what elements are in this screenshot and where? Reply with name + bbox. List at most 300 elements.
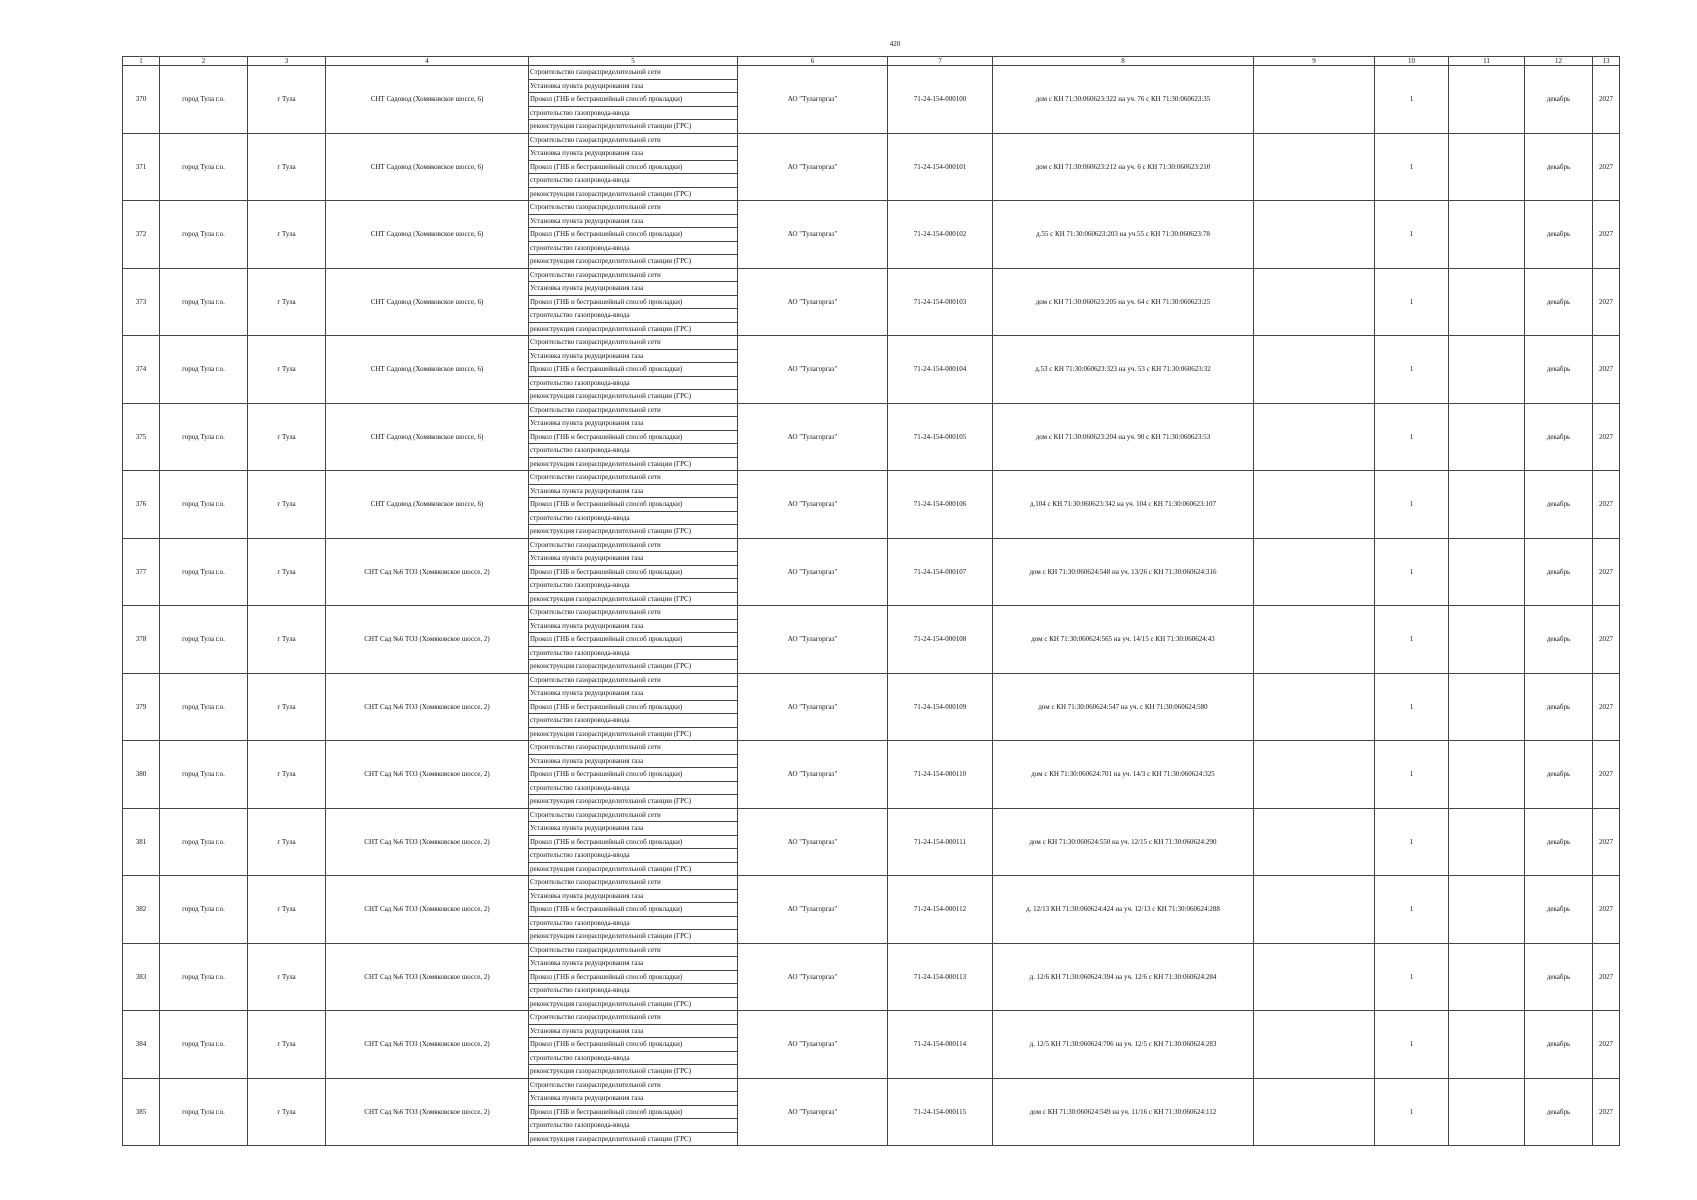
work-type-cell: строительство газопровода-ввода (529, 781, 738, 795)
col10-cell: 1 (1375, 741, 1449, 809)
header-row (123, 57, 1620, 66)
work-type-cell: реконструкция газораспределительной станции (ГРС) (529, 1065, 738, 1079)
table-row (123, 808, 1620, 822)
work-type-cell: Строительство газораспределительной сети (529, 606, 738, 620)
organization-cell: АО "Тулагоргаз" (738, 336, 888, 404)
work-type-cell: Прокол (ГНБ и бестраншейный способ прокладки) (529, 835, 738, 849)
work-type-cell: строительство газопровода-ввода (529, 849, 738, 863)
col11-cell (1449, 673, 1525, 741)
address-cell: д.104 с КН 71:30:060623:342 на уч. 104 с КН 71:30:060623:107 (993, 471, 1254, 539)
year-cell: 2027 (1593, 876, 1620, 944)
work-type-cell: Установка пункта редуцирования газа (529, 282, 738, 296)
work-type-cell: Прокол (ГНБ и бестраншейный способ прокладки) (529, 633, 738, 647)
col10-cell: 1 (1375, 876, 1449, 944)
header-cell: 8 (993, 57, 1254, 66)
work-type-cell: Установка пункта редуцирования газа (529, 484, 738, 498)
work-type-cell: Строительство газораспределительной сети (529, 741, 738, 755)
work-type-cell: Установка пункта редуцирования газа (529, 147, 738, 161)
work-type-cell: Прокол (ГНБ и бестраншейный способ прокладки) (529, 970, 738, 984)
object-cell: СНТ Садовод (Хомяковское шоссе, 6) (326, 133, 529, 201)
work-type-cell: Прокол (ГНБ и бестраншейный способ прокладки) (529, 768, 738, 782)
col11-cell (1449, 336, 1525, 404)
work-type-cell: реконструкция газораспределительной станции (ГРС) (529, 525, 738, 539)
work-type-cell: Прокол (ГНБ и бестраншейный способ прокладки) (529, 295, 738, 309)
col9-cell (1254, 66, 1375, 134)
month-cell: декабрь (1525, 673, 1593, 741)
municipality-cell: город Тула г.о. (160, 66, 248, 134)
work-type-cell: Прокол (ГНБ и бестраншейный способ прокладки) (529, 700, 738, 714)
col10-cell: 1 (1375, 403, 1449, 471)
work-type-cell: Строительство газораспределительной сети (529, 336, 738, 350)
work-type-cell: Прокол (ГНБ и бестраншейный способ прокладки) (529, 430, 738, 444)
year-cell: 2027 (1593, 66, 1620, 134)
col10-cell: 1 (1375, 133, 1449, 201)
year-cell: 2027 (1593, 268, 1620, 336)
col10-cell: 1 (1375, 336, 1449, 404)
code-cell: 71-24-154-000105 (888, 403, 993, 471)
col10-cell: 1 (1375, 1078, 1449, 1146)
table-body (123, 57, 1620, 1146)
object-cell: СНТ Сад №6 ТОЗ (Хомяковское шоссе, 2) (326, 673, 529, 741)
locality-cell: г Тула (248, 268, 326, 336)
row-number-cell: 378 (123, 606, 160, 674)
object-cell: СНТ Сад №6 ТОЗ (Хомяковское шоссе, 2) (326, 538, 529, 606)
code-cell: 71-24-154-000112 (888, 876, 993, 944)
work-type-cell: реконструкция газораспределительной станции (ГРС) (529, 727, 738, 741)
locality-cell: г Тула (248, 876, 326, 944)
code-cell: 71-24-154-000107 (888, 538, 993, 606)
col9-cell (1254, 268, 1375, 336)
row-number-cell: 377 (123, 538, 160, 606)
code-cell: 71-24-154-000100 (888, 66, 993, 134)
work-type-cell: строительство газопровода-ввода (529, 646, 738, 660)
row-number-cell: 374 (123, 336, 160, 404)
col11-cell (1449, 1078, 1525, 1146)
object-cell: СНТ Сад №6 ТОЗ (Хомяковское шоссе, 2) (326, 808, 529, 876)
work-type-cell: строительство газопровода-ввода (529, 511, 738, 525)
municipality-cell: город Тула г.о. (160, 606, 248, 674)
code-cell: 71-24-154-000102 (888, 201, 993, 269)
code-cell: 71-24-154-000103 (888, 268, 993, 336)
work-type-cell: реконструкция газораспределительной станции (ГРС) (529, 997, 738, 1011)
locality-cell: г Тула (248, 471, 326, 539)
header-cell: 9 (1254, 57, 1375, 66)
code-cell: 71-24-154-000113 (888, 943, 993, 1011)
work-type-cell: Строительство газораспределительной сети (529, 201, 738, 215)
work-type-cell: Прокол (ГНБ и бестраншейный способ прокладки) (529, 1038, 738, 1052)
row-number-cell: 375 (123, 403, 160, 471)
year-cell: 2027 (1593, 201, 1620, 269)
work-type-cell: строительство газопровода-ввода (529, 174, 738, 188)
object-cell: СНТ Сад №6 ТОЗ (Хомяковское шоссе, 2) (326, 943, 529, 1011)
locality-cell: г Тула (248, 943, 326, 1011)
col9-cell (1254, 336, 1375, 404)
locality-cell: г Тула (248, 538, 326, 606)
header-cell: 2 (160, 57, 248, 66)
col10-cell: 1 (1375, 538, 1449, 606)
work-type-cell: Строительство газораспределительной сети (529, 673, 738, 687)
year-cell: 2027 (1593, 403, 1620, 471)
col11-cell (1449, 538, 1525, 606)
work-type-cell: строительство газопровода-ввода (529, 444, 738, 458)
work-type-cell: реконструкция газораспределительной станции (ГРС) (529, 187, 738, 201)
work-type-cell: Строительство газораспределительной сети (529, 1078, 738, 1092)
municipality-cell: город Тула г.о. (160, 876, 248, 944)
code-cell: 71-24-154-000106 (888, 471, 993, 539)
organization-cell: АО "Тулагоргаз" (738, 133, 888, 201)
table-row (123, 66, 1620, 80)
table-row (123, 1011, 1620, 1025)
address-cell: дом с КН 71:30:060623:322 на уч. 76 с КН 71:30:060623:35 (993, 66, 1254, 134)
address-cell: дом с КН 71:30:060624:547 на уч. с КН 71:30:060624:580 (993, 673, 1254, 741)
year-cell: 2027 (1593, 943, 1620, 1011)
municipality-cell: город Тула г.о. (160, 808, 248, 876)
col11-cell (1449, 268, 1525, 336)
address-cell: дом с КН 71:30:060624:565 на уч. 14/15 с КН 71:30:060624:43 (993, 606, 1254, 674)
row-number-cell: 384 (123, 1011, 160, 1079)
work-type-cell: Строительство газораспределительной сети (529, 1011, 738, 1025)
month-cell: декабрь (1525, 1078, 1593, 1146)
col11-cell (1449, 808, 1525, 876)
municipality-cell: город Тула г.о. (160, 1078, 248, 1146)
month-cell: декабрь (1525, 403, 1593, 471)
col10-cell: 1 (1375, 943, 1449, 1011)
object-cell: СНТ Садовод (Хомяковское шоссе, 6) (326, 403, 529, 471)
code-cell: 71-24-154-000111 (888, 808, 993, 876)
code-cell: 71-24-154-000109 (888, 673, 993, 741)
object-cell: СНТ Садовод (Хомяковское шоссе, 6) (326, 66, 529, 134)
object-cell: СНТ Сад №6 ТОЗ (Хомяковское шоссе, 2) (326, 1078, 529, 1146)
organization-cell: АО "Тулагоргаз" (738, 403, 888, 471)
code-cell: 71-24-154-000108 (888, 606, 993, 674)
month-cell: декабрь (1525, 1011, 1593, 1079)
col11-cell (1449, 66, 1525, 134)
month-cell: декабрь (1525, 268, 1593, 336)
row-number-cell: 372 (123, 201, 160, 269)
col11-cell (1449, 1011, 1525, 1079)
table-row (123, 673, 1620, 687)
row-number-cell: 376 (123, 471, 160, 539)
page-number: 420 (889, 40, 901, 48)
row-number-cell: 383 (123, 943, 160, 1011)
col11-cell (1449, 741, 1525, 809)
work-type-cell: Прокол (ГНБ и бестраншейный способ прокладки) (529, 565, 738, 579)
organization-cell: АО "Тулагоргаз" (738, 741, 888, 809)
table-row (123, 943, 1620, 957)
row-number-cell: 373 (123, 268, 160, 336)
col9-cell (1254, 876, 1375, 944)
col9-cell (1254, 808, 1375, 876)
locality-cell: г Тула (248, 808, 326, 876)
table-row (123, 876, 1620, 890)
code-cell: 71-24-154-000110 (888, 741, 993, 809)
organization-cell: АО "Тулагоргаз" (738, 268, 888, 336)
month-cell: декабрь (1525, 336, 1593, 404)
header-cell: 13 (1593, 57, 1620, 66)
year-cell: 2027 (1593, 336, 1620, 404)
header-cell: 10 (1375, 57, 1449, 66)
col9-cell (1254, 1078, 1375, 1146)
col10-cell: 1 (1375, 66, 1449, 134)
col11-cell (1449, 876, 1525, 944)
table-row (123, 471, 1620, 485)
municipality-cell: город Тула г.о. (160, 741, 248, 809)
organization-cell: АО "Тулагоргаз" (738, 673, 888, 741)
col9-cell (1254, 943, 1375, 1011)
col9-cell (1254, 403, 1375, 471)
work-type-cell: реконструкция газораспределительной станции (ГРС) (529, 255, 738, 269)
organization-cell: АО "Тулагоргаз" (738, 876, 888, 944)
work-type-cell: Прокол (ГНБ и бестраншейный способ прокладки) (529, 93, 738, 107)
work-type-cell: реконструкция газораспределительной станции (ГРС) (529, 457, 738, 471)
col9-cell (1254, 538, 1375, 606)
col10-cell: 1 (1375, 606, 1449, 674)
locality-cell: г Тула (248, 66, 326, 134)
code-cell: 71-24-154-000114 (888, 1011, 993, 1079)
table-row (123, 336, 1620, 350)
locality-cell: г Тула (248, 606, 326, 674)
year-cell: 2027 (1593, 471, 1620, 539)
col11-cell (1449, 606, 1525, 674)
col10-cell: 1 (1375, 808, 1449, 876)
work-type-cell: строительство газопровода-ввода (529, 579, 738, 593)
work-type-cell: реконструкция газораспределительной станции (ГРС) (529, 862, 738, 876)
work-type-cell: Установка пункта редуцирования газа (529, 889, 738, 903)
work-type-cell: Установка пункта редуцирования газа (529, 957, 738, 971)
work-type-cell: строительство газопровода-ввода (529, 984, 738, 998)
municipality-cell: город Тула г.о. (160, 201, 248, 269)
work-type-cell: Прокол (ГНБ и бестраншейный способ прокладки) (529, 498, 738, 512)
month-cell: декабрь (1525, 876, 1593, 944)
code-cell: 71-24-154-000104 (888, 336, 993, 404)
work-type-cell: Строительство газораспределительной сети (529, 66, 738, 80)
work-type-cell: реконструкция газораспределительной станции (ГРС) (529, 930, 738, 944)
month-cell: декабрь (1525, 606, 1593, 674)
address-cell: д.53 с КН 71:30:060623:323 на уч. 53 с КН 71:30:060623:32 (993, 336, 1254, 404)
work-type-cell: Установка пункта редуцирования газа (529, 552, 738, 566)
month-cell: декабрь (1525, 741, 1593, 809)
work-type-cell: Установка пункта редуцирования газа (529, 687, 738, 701)
col11-cell (1449, 403, 1525, 471)
month-cell: декабрь (1525, 943, 1593, 1011)
table-row (123, 1078, 1620, 1092)
table-row (123, 201, 1620, 215)
organization-cell: АО "Тулагоргаз" (738, 1078, 888, 1146)
locality-cell: г Тула (248, 673, 326, 741)
header-cell: 12 (1525, 57, 1593, 66)
month-cell: декабрь (1525, 66, 1593, 134)
address-cell: дом с КН 71:30:060624:550 на уч. 12/15 с КН 71:30:060624:290 (993, 808, 1254, 876)
work-type-cell: Установка пункта редуцирования газа (529, 214, 738, 228)
work-type-cell: Установка пункта редуцирования газа (529, 822, 738, 836)
address-cell: д. 12/5 КН 71:30:060624:706 на уч. 12/5 с КН 71:30:060624:283 (993, 1011, 1254, 1079)
work-type-cell: реконструкция газораспределительной станции (ГРС) (529, 795, 738, 809)
month-cell: декабрь (1525, 201, 1593, 269)
work-type-cell: Прокол (ГНБ и бестраншейный способ прокладки) (529, 1105, 738, 1119)
organization-cell: АО "Тулагоргаз" (738, 66, 888, 134)
work-type-cell: реконструкция газораспределительной станции (ГРС) (529, 322, 738, 336)
col10-cell: 1 (1375, 1011, 1449, 1079)
work-type-cell: Строительство газораспределительной сети (529, 471, 738, 485)
work-type-cell: Прокол (ГНБ и бестраншейный способ прокладки) (529, 363, 738, 377)
address-cell: дом с КН 71:30:060623:205 на уч. 64 с КН 71:30:060623:25 (993, 268, 1254, 336)
address-cell: дом с КН 71:30:060624:549 на уч. 11/16 с КН 71:30:060624:112 (993, 1078, 1254, 1146)
col9-cell (1254, 471, 1375, 539)
work-type-cell: Строительство газораспределительной сети (529, 538, 738, 552)
municipality-cell: город Тула г.о. (160, 538, 248, 606)
municipality-cell: город Тула г.о. (160, 336, 248, 404)
work-type-cell: Установка пункта редуцирования газа (529, 619, 738, 633)
address-cell: д. 12/6 КН 71:30:060624:394 на уч. 12/6 с КН 71:30:060624:284 (993, 943, 1254, 1011)
table-row (123, 268, 1620, 282)
month-cell: декабрь (1525, 808, 1593, 876)
col9-cell (1254, 133, 1375, 201)
locality-cell: г Тула (248, 403, 326, 471)
month-cell: декабрь (1525, 133, 1593, 201)
year-cell: 2027 (1593, 538, 1620, 606)
table-row (123, 741, 1620, 755)
object-cell: СНТ Сад №6 ТОЗ (Хомяковское шоссе, 2) (326, 606, 529, 674)
col10-cell: 1 (1375, 673, 1449, 741)
address-cell: д. 12/13 КН 71:30:060624:424 на уч. 12/13 с КН 71:30:060624:288 (993, 876, 1254, 944)
locality-cell: г Тула (248, 1078, 326, 1146)
organization-cell: АО "Тулагоргаз" (738, 201, 888, 269)
object-cell: СНТ Садовод (Хомяковское шоссе, 6) (326, 268, 529, 336)
col11-cell (1449, 943, 1525, 1011)
address-cell: дом с КН 71:30:060624:701 на уч. 14/3 с КН 71:30:060624:325 (993, 741, 1254, 809)
work-type-cell: реконструкция газораспределительной станции (ГРС) (529, 592, 738, 606)
work-type-cell: Прокол (ГНБ и бестраншейный способ прокладки) (529, 160, 738, 174)
municipality-cell: город Тула г.о. (160, 268, 248, 336)
code-cell: 71-24-154-000115 (888, 1078, 993, 1146)
header-cell: 11 (1449, 57, 1525, 66)
work-type-cell: Установка пункта редуцирования газа (529, 754, 738, 768)
work-type-cell: строительство газопровода-ввода (529, 714, 738, 728)
header-cell: 1 (123, 57, 160, 66)
work-type-cell: Установка пункта редуцирования газа (529, 1024, 738, 1038)
municipality-cell: город Тула г.о. (160, 471, 248, 539)
work-type-cell: строительство газопровода-ввода (529, 916, 738, 930)
year-cell: 2027 (1593, 133, 1620, 201)
month-cell: декабрь (1525, 471, 1593, 539)
header-cell: 4 (326, 57, 529, 66)
work-type-cell: Строительство газораспределительной сети (529, 133, 738, 147)
header-cell: 3 (248, 57, 326, 66)
work-type-cell: реконструкция газораспределительной станции (ГРС) (529, 390, 738, 404)
work-type-cell: реконструкция газораспределительной станции (ГРС) (529, 120, 738, 134)
col10-cell: 1 (1375, 268, 1449, 336)
locality-cell: г Тула (248, 201, 326, 269)
locality-cell: г Тула (248, 336, 326, 404)
work-type-cell: строительство газопровода-ввода (529, 241, 738, 255)
row-number-cell: 382 (123, 876, 160, 944)
object-cell: СНТ Сад №6 ТОЗ (Хомяковское шоссе, 2) (326, 1011, 529, 1079)
col10-cell: 1 (1375, 201, 1449, 269)
organization-cell: АО "Тулагоргаз" (738, 943, 888, 1011)
year-cell: 2027 (1593, 1078, 1620, 1146)
object-cell: СНТ Садовод (Хомяковское шоссе, 6) (326, 471, 529, 539)
work-type-cell: Установка пункта редуцирования газа (529, 349, 738, 363)
organization-cell: АО "Тулагоргаз" (738, 606, 888, 674)
row-number-cell: 371 (123, 133, 160, 201)
header-cell: 7 (888, 57, 993, 66)
municipality-cell: город Тула г.о. (160, 943, 248, 1011)
work-type-cell: строительство газопровода-ввода (529, 309, 738, 323)
col11-cell (1449, 133, 1525, 201)
object-cell: СНТ Садовод (Хомяковское шоссе, 6) (326, 201, 529, 269)
table-row (123, 538, 1620, 552)
col10-cell: 1 (1375, 471, 1449, 539)
work-type-cell: строительство газопровода-ввода (529, 1051, 738, 1065)
row-number-cell: 380 (123, 741, 160, 809)
work-type-cell: строительство газопровода-ввода (529, 1119, 738, 1133)
organization-cell: АО "Тулагоргаз" (738, 1011, 888, 1079)
address-cell: дом с КН 71:30:060623:204 на уч. 90 с КН 71:30:060623:53 (993, 403, 1254, 471)
organization-cell: АО "Тулагоргаз" (738, 538, 888, 606)
col9-cell (1254, 741, 1375, 809)
municipality-cell: город Тула г.о. (160, 673, 248, 741)
table-row (123, 133, 1620, 147)
organization-cell: АО "Тулагоргаз" (738, 471, 888, 539)
gasification-table (122, 56, 1620, 1146)
table-row (123, 606, 1620, 620)
work-type-cell: Прокол (ГНБ и бестраншейный способ прокладки) (529, 228, 738, 242)
address-cell: дом с КН 71:30:060624:548 на уч. 13/26 с КН 71:30:060624:316 (993, 538, 1254, 606)
locality-cell: г Тула (248, 741, 326, 809)
col11-cell (1449, 201, 1525, 269)
year-cell: 2027 (1593, 808, 1620, 876)
work-type-cell: реконструкция газораспределительной станции (ГРС) (529, 660, 738, 674)
object-cell: СНТ Сад №6 ТОЗ (Хомяковское шоссе, 2) (326, 741, 529, 809)
work-type-cell: строительство газопровода-ввода (529, 106, 738, 120)
row-number-cell: 381 (123, 808, 160, 876)
header-cell: 6 (738, 57, 888, 66)
work-type-cell: Строительство газораспределительной сети (529, 808, 738, 822)
year-cell: 2027 (1593, 1011, 1620, 1079)
row-number-cell: 379 (123, 673, 160, 741)
locality-cell: г Тула (248, 133, 326, 201)
year-cell: 2027 (1593, 673, 1620, 741)
code-cell: 71-24-154-000101 (888, 133, 993, 201)
col9-cell (1254, 606, 1375, 674)
month-cell: декабрь (1525, 538, 1593, 606)
header-cell: 5 (529, 57, 738, 66)
work-type-cell: Установка пункта редуцирования газа (529, 1092, 738, 1106)
work-type-cell: Строительство газораспределительной сети (529, 943, 738, 957)
year-cell: 2027 (1593, 741, 1620, 809)
col9-cell (1254, 1011, 1375, 1079)
row-number-cell: 370 (123, 66, 160, 134)
municipality-cell: город Тула г.о. (160, 1011, 248, 1079)
work-type-cell: Строительство газораспределительной сети (529, 876, 738, 890)
work-type-cell: Установка пункта редуцирования газа (529, 79, 738, 93)
municipality-cell: город Тула г.о. (160, 133, 248, 201)
work-type-cell: строительство газопровода-ввода (529, 376, 738, 390)
work-type-cell: Строительство газораспределительной сети (529, 403, 738, 417)
work-type-cell: Строительство газораспределительной сети (529, 268, 738, 282)
col9-cell (1254, 201, 1375, 269)
object-cell: СНТ Садовод (Хомяковское шоссе, 6) (326, 336, 529, 404)
work-type-cell: реконструкция газораспределительной станции (ГРС) (529, 1132, 738, 1146)
work-type-cell: Установка пункта редуцирования газа (529, 417, 738, 431)
col11-cell (1449, 471, 1525, 539)
row-number-cell: 385 (123, 1078, 160, 1146)
locality-cell: г Тула (248, 1011, 326, 1079)
organization-cell: АО "Тулагоргаз" (738, 808, 888, 876)
address-cell: д.55 с КН 71:30:060623:203 на уч.55 с КН 71:30:060623:78 (993, 201, 1254, 269)
table-row (123, 403, 1620, 417)
work-type-cell: Прокол (ГНБ и бестраншейный способ прокладки) (529, 903, 738, 917)
